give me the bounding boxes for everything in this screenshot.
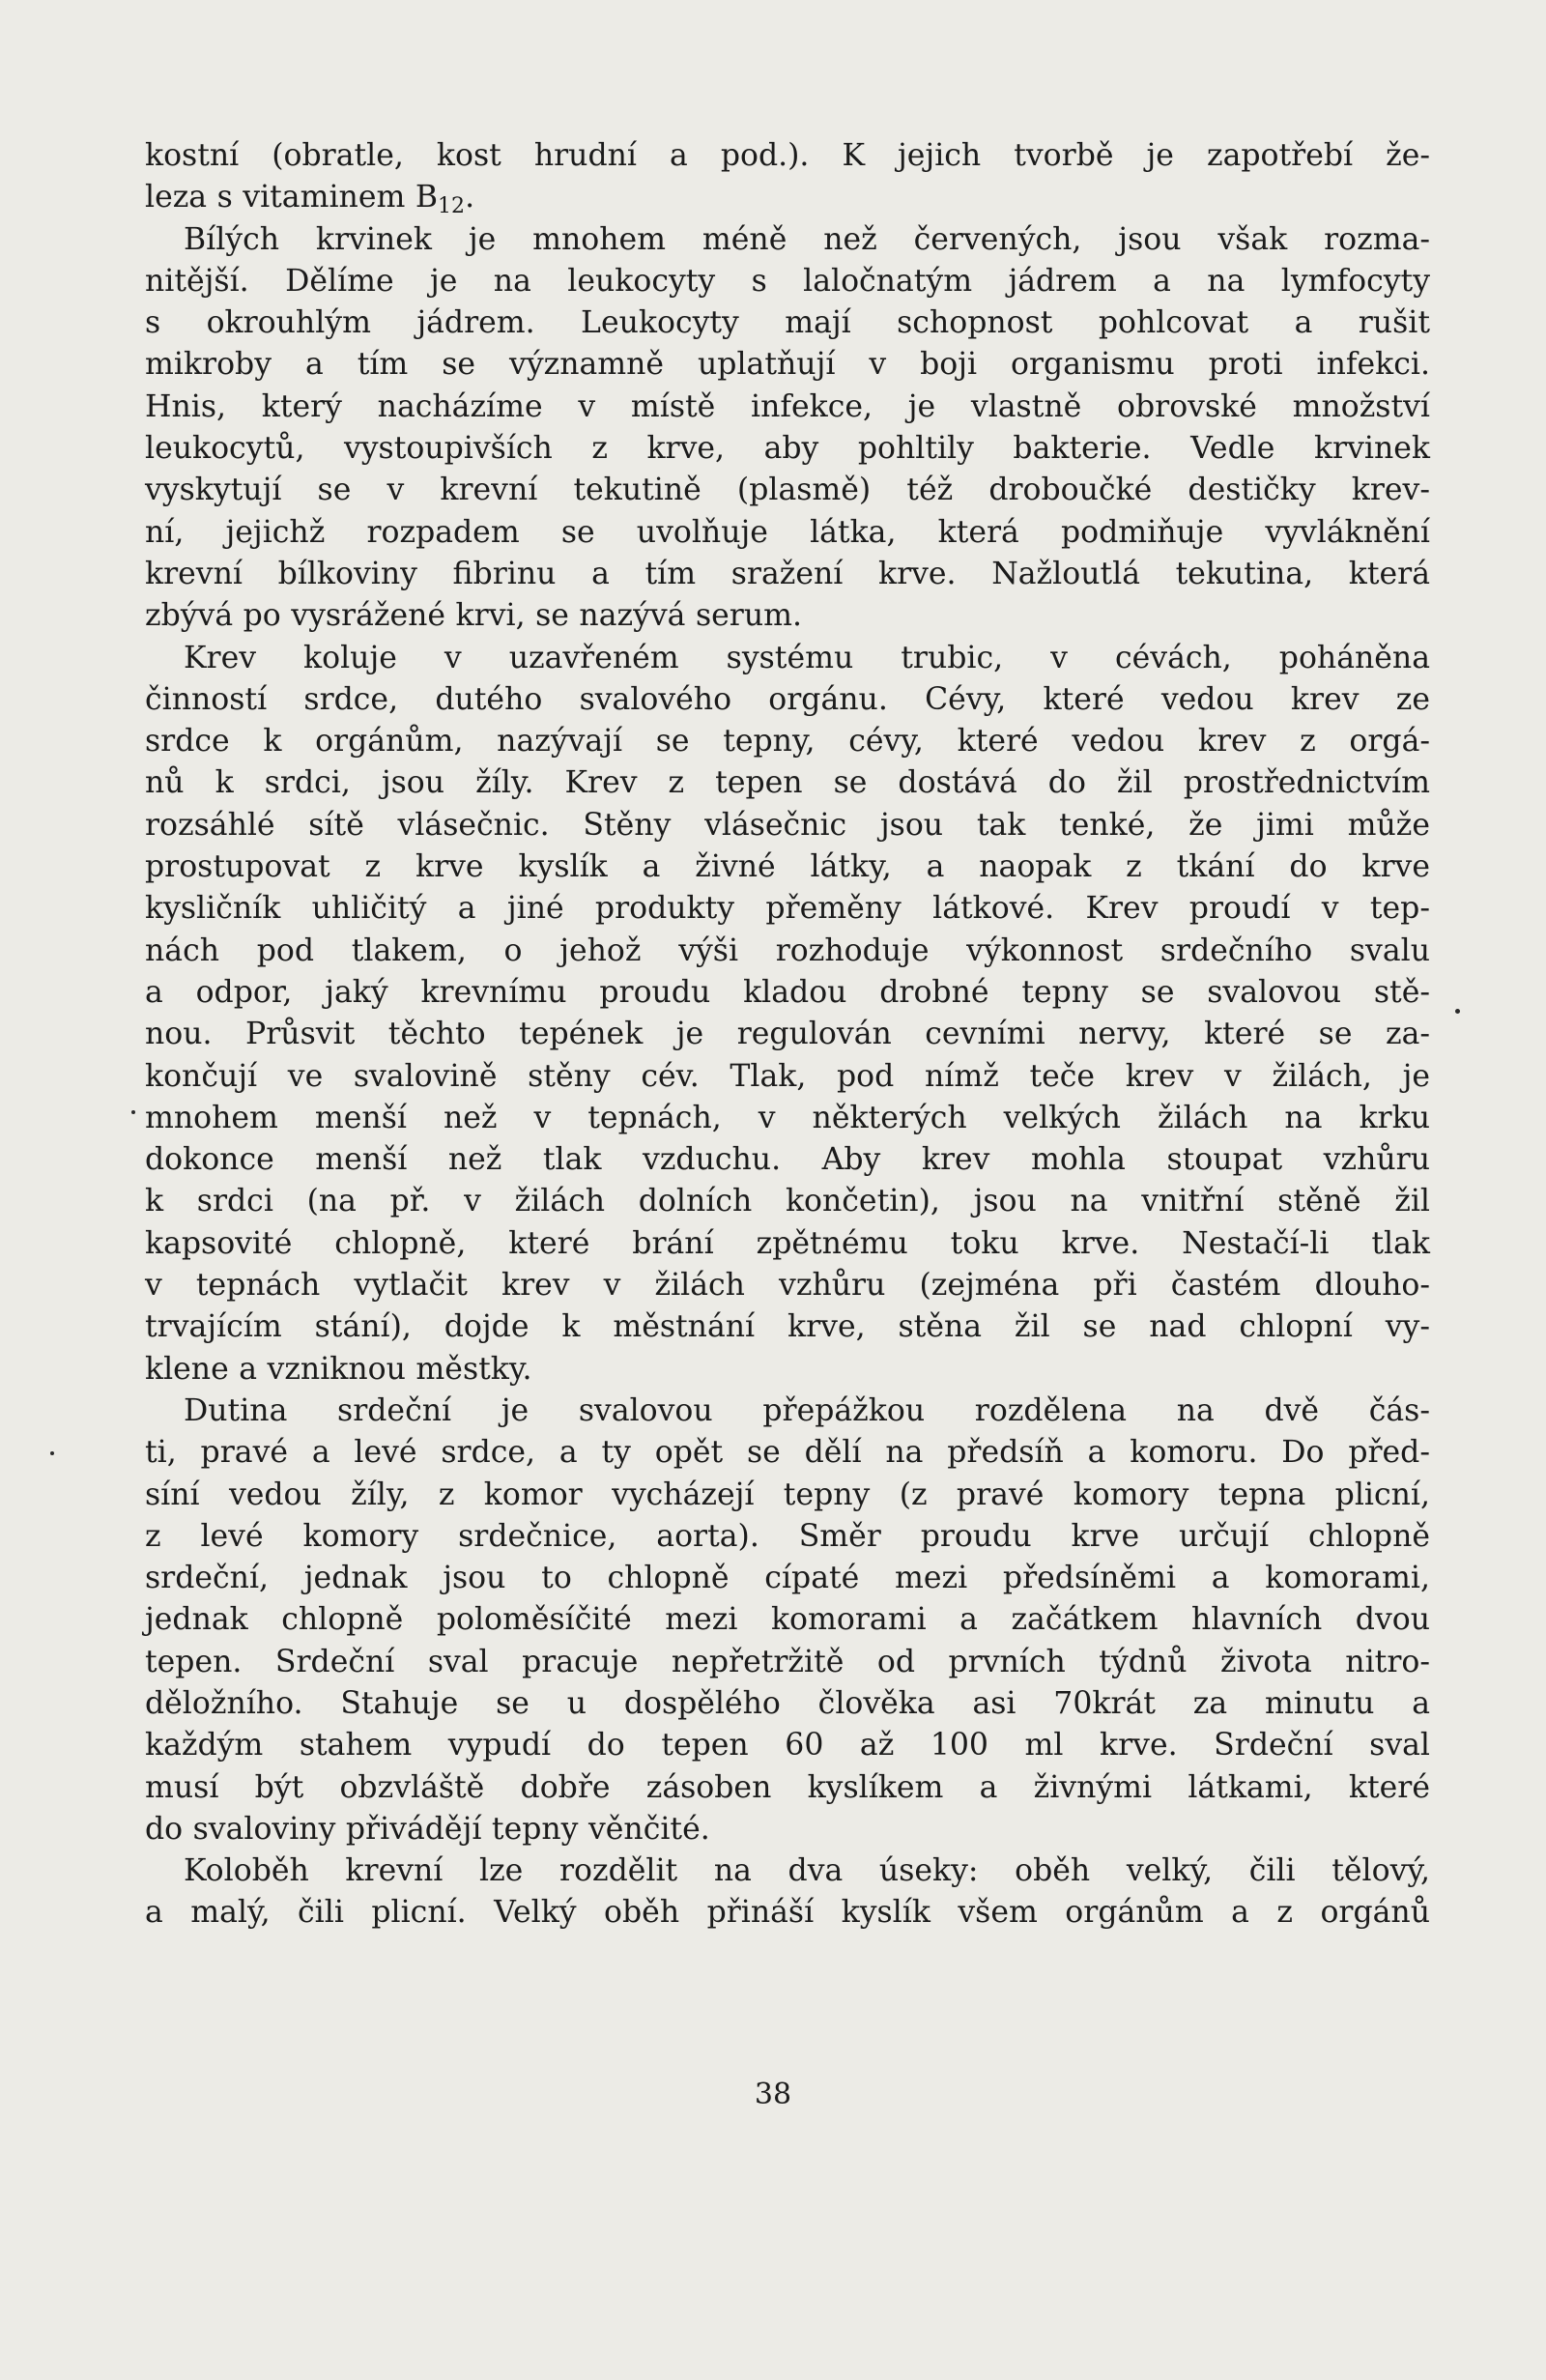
text-line [145,512,1430,554]
text-line-content: mikroby a tím se významně uplatňují v boji organismu proti infekci. [145,347,1430,383]
text-line-content: kysličník uhličitý a jiné produkty přeměny látkové. Krev proudí v tep- [145,891,1430,927]
text-line [145,1265,1430,1306]
text-line-content: Krev koluje v uzavřeném systému trubic, v cévách, poháněna [184,640,1430,675]
text-line [145,302,1430,344]
text-line-content: srdeční, jednak jsou to chlopně cípaté mezi předsíněmi a komorami, [145,1561,1430,1596]
text-line [145,1475,1430,1516]
text-line-content: končují ve svalovině stěny cév. Tlak, pod nímž teče krev v žilách, je [145,1058,1430,1094]
text-line [145,1725,1430,1766]
text-line-content: krevní bílkoviny fibrinu a tím sražení krve. Nažloutlá tekutina, která [145,556,1430,591]
text-line-content: klene a vzniknou městky. [145,1351,532,1387]
text-line [145,344,1430,386]
text-line [145,1349,1430,1391]
text-line [145,1516,1430,1558]
text-line [145,679,1430,721]
text-line-content: ti, pravé a levé srdce, a ty opět se dělí na předsíň a komoru. Do před- [145,1435,1430,1471]
text-line-content: do svaloviny přivádějí tepny věnčité. [145,1811,710,1847]
text-line-content: musí být obzvláště dobře zásoben kyslíkem a živnými látkami, které [145,1769,1430,1805]
text-line-content: mnohem menší než v tepnách, v některých velkých žilách na krku [145,1100,1430,1135]
text-line-content: k srdci (na př. v žilách dolních končetin), jsou na vnitřní stěně žil [145,1184,1430,1219]
text-line [145,1558,1430,1599]
text-line-content: nitější. Dělíme je na leukocyty s laločnatým jádrem a na lymfocyty [145,263,1430,299]
text-line-content: a odpor, jaký krevnímu proudu kladou drobné tepny se svalovou stě- [145,974,1430,1010]
text-line [145,595,1430,637]
text-line [145,261,1430,302]
text-line [145,1098,1430,1139]
text-line-content: činností srdce, dutého svalového orgánu. Cévy, které vedou krev ze [145,681,1430,717]
text-line [145,1642,1430,1683]
text-line [145,888,1430,930]
text-line-content: prostupovat z krve kyslík a živné látky, a naopak z tkání do krve [145,849,1430,885]
text-line-content: Hnis, který nacházíme v místě infekce, je vlastně obrovské množství [145,388,1430,424]
text-line-content: vyskytují se v krevní tekutině (plasmě) též droboučké destičky krev- [145,473,1430,508]
text-line [145,1223,1430,1265]
text-line [145,1767,1430,1809]
text-line [145,177,1430,218]
text-line-content: Dutina srdeční je svalovou přepážkou rozdělena na dvě čás- [184,1392,1430,1428]
text-line [145,638,1430,679]
text-line-content: každým stahem vypudí do tepen 60 až 100 ml krve. Srdeční sval [145,1728,1430,1763]
text-line [145,972,1430,1014]
text-line-content: zbývá po vysrážené krvi, se nazývá serum. [145,598,803,634]
text-line-content: nů k srdci, jsou žíly. Krev z tepen se dostává do žil prostřednictvím [145,765,1430,801]
text-line-content: nách pod tlakem, o jehož výši rozhoduje výkonnost srdečního svalu [145,932,1430,968]
text-line-content: jednak chlopně poloměsíčité mezi komorami a začátkem hlavních dvou [145,1602,1430,1638]
text-line [145,470,1430,511]
text-line-content: s okrouhlým jádrem. Leukocyty mají schopnost pohlcovat a rušit [145,305,1430,341]
text-line [145,1181,1430,1222]
text-line [145,931,1430,972]
text-line [145,135,1430,177]
text-line-content: Koloběh krevní lze rozdělit na dva úseky: oběh velký, čili tělový, [184,1853,1430,1889]
text-line-content: kostní (obratle, kost hrudní a pod.). K jejich tvorbě je zapotřebí že- [145,138,1430,173]
body-text [145,135,1430,1935]
text-line-content: Bílých krvinek je mnohem méně než červených, jsou však rozma- [184,221,1430,257]
text-line-content: srdce k orgánům, nazývají se tepny, cévy, které vedou krev z orgá- [145,724,1430,760]
text-line-content: trvajícím stání), dojde k městnání krve, stěna žil se nad chlopní vy- [145,1309,1430,1345]
text-line [145,762,1430,804]
text-line-content: nou. Průsvit těchto tepének je regulován cevními nervy, které se za- [145,1017,1430,1052]
text-line [145,1306,1430,1348]
text-line-content: z levé komory srdečnice, aorta). Směr proudu krve určují chlopně [145,1518,1430,1554]
print-speck [1455,1009,1460,1014]
text-line-content: a malý, čili plicní. Velký oběh přináší kyslík všem orgánům a z orgánů [145,1895,1430,1931]
text-line [145,1599,1430,1641]
text-line-content: rozsáhlé sítě vlásečnic. Stěny vlásečnic jsou tak tenké, že jimi může [145,807,1430,843]
text-line-content: leukocytů, vystoupivších z krve, aby pohltily bakterie. Vedle krvinek [145,431,1430,467]
text-line-suffix: . [465,180,475,215]
text-line [145,1014,1430,1055]
text-line [145,1139,1430,1181]
text-line [145,428,1430,470]
subscript: 12 [438,193,466,218]
text-line [145,805,1430,846]
text-line-content: kapsovité chlopně, které brání zpětnému toku krve. Nestačí-li tlak [145,1225,1430,1261]
text-line [145,1391,1430,1432]
text-line [145,721,1430,762]
text-line-content: dokonce menší než tlak vzduchu. Aby krev mohla stoupat vzhůru [145,1142,1430,1178]
text-line-content: leza s vitaminem B [145,180,438,215]
text-line [145,1850,1430,1892]
text-line-content: ní, jejichž rozpadem se uvolňuje látka, která podmiňuje vyvláknění [145,514,1430,550]
print-speck [131,1110,135,1114]
text-line [145,219,1430,261]
print-speck [50,1451,54,1455]
text-line [145,1683,1430,1725]
text-line [145,846,1430,888]
page-number: 38 [754,2078,792,2111]
text-line-content: v tepnách vytlačit krev v žilách vzhůru (zejména při častém dlouho- [145,1268,1430,1304]
text-line [145,1056,1430,1098]
text-line-content: tepen. Srdeční sval pracuje nepřetržitě od prvních týdnů života nitro- [145,1644,1430,1679]
text-line [145,554,1430,595]
text-line-content: děložního. Stahuje se u dospělého člověka asi 70krát za minutu a [145,1685,1430,1721]
text-line [145,1892,1430,1934]
text-line [145,387,1430,428]
text-line [145,1809,1430,1850]
text-line-content: síní vedou žíly, z komor vycházejí tepny (z pravé komory tepna plicní, [145,1477,1430,1512]
text-line [145,1432,1430,1474]
